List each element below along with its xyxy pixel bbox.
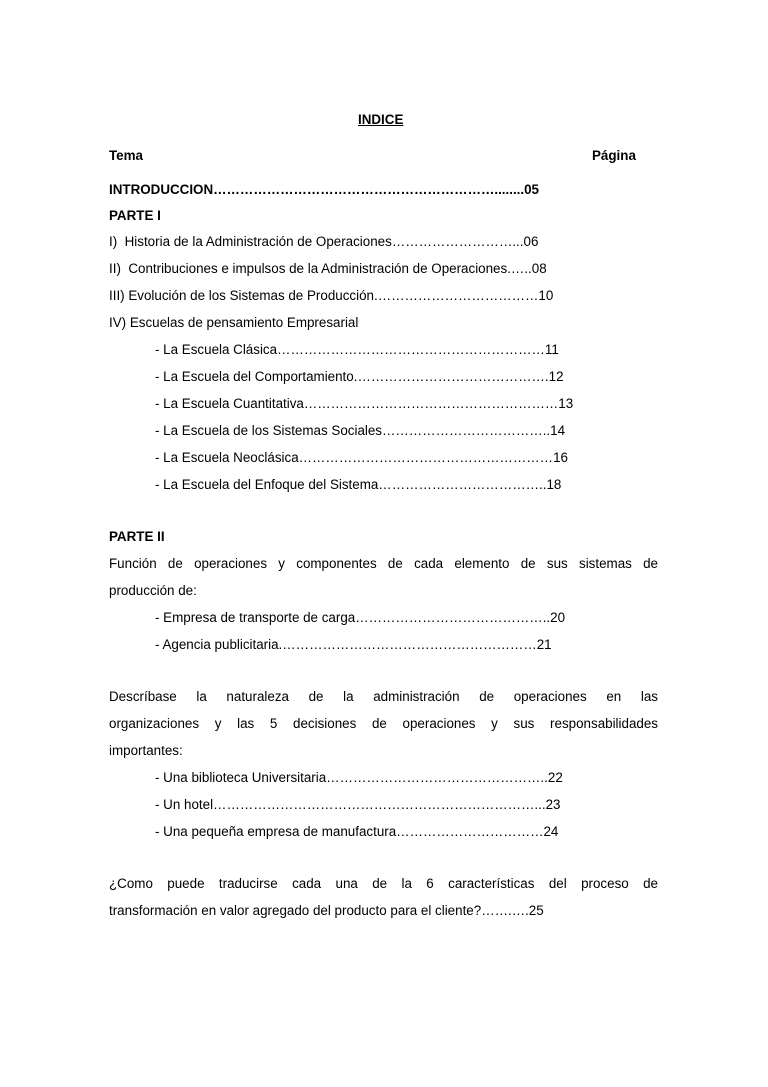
paragraph-funcion-line-1: Función de operaciones y componentes de cada elemento de sus sistemas de — [109, 556, 658, 571]
toc-subentry-enfoque: - La Escuela del Enfoque del Sistema………………………………..18 — [155, 477, 562, 492]
toc-subentry-cuantitativa: - La Escuela Cuantitativa…………………………………………………13 — [155, 396, 574, 411]
toc-subentry-sociales: - La Escuela de los Sistemas Sociales………………………………..14 — [155, 423, 566, 438]
column-header-pagina: Página — [592, 148, 636, 163]
paragraph-como-line-1: ¿Como puede traducirse cada una de la 6 características del proceso de — [109, 876, 658, 891]
toc-subentry-manufactura: - Una pequeña empresa de manufactura……………………………24 — [155, 824, 559, 839]
toc-entry-evolucion: III) Evolución de los Sistemas de Producción.………………………………10 — [109, 288, 554, 303]
toc-entry-introduccion — [109, 181, 539, 199]
paragraph-describase-line-1: Descríbase la naturaleza de la administración de operaciones en las — [109, 689, 658, 704]
page-title: INDICE — [358, 112, 404, 127]
toc-entry-contribuciones: II) Contribuciones e impulsos de la Administración de Operaciones.…..08 — [109, 261, 547, 276]
toc-subentry-neoclasica: - La Escuela Neoclásica…………………………………………………16 — [155, 450, 568, 465]
section-heading-parte-1: PARTE I — [109, 208, 161, 223]
paragraph-como-line-2: transformación en valor agregado del producto para el cliente?…….….25 — [109, 903, 544, 918]
toc-subentry-biblioteca: - Una biblioteca Universitaria…………………………………………..22 — [155, 770, 563, 785]
toc-subentry-comportamiento: - La Escuela del Comportamiento.…………………………………….12 — [155, 369, 564, 384]
toc-entry-text: INTRODUCCION………………………………………………………........05 — [109, 182, 540, 197]
paragraph-describase-line-2: organizaciones y las 5 decisiones de operaciones y sus responsabilidades — [109, 716, 658, 731]
paragraph-describase-line-3: importantes: — [109, 743, 183, 758]
toc-subentry-agencia: - Agencia publicitaria.…………………………………………………21 — [155, 637, 552, 652]
column-header-tema: Tema — [109, 148, 143, 163]
toc-entry-historia: I) Historia de la Administración de Operaciones………………………...06 — [109, 234, 539, 249]
toc-entry-escuelas: IV) Escuelas de pensamiento Empresarial — [109, 315, 359, 330]
paragraph-funcion-line-2: producción de: — [109, 583, 197, 598]
toc-subentry-clasica: - La Escuela Clásica……………………………………………………11 — [155, 342, 559, 357]
toc-subentry-transporte: - Empresa de transporte de carga……………………………………..20 — [155, 610, 566, 625]
section-heading-parte-2: PARTE II — [109, 529, 165, 544]
toc-subentry-hotel: - Un hotel………………………………………………………………...23 — [155, 797, 561, 812]
